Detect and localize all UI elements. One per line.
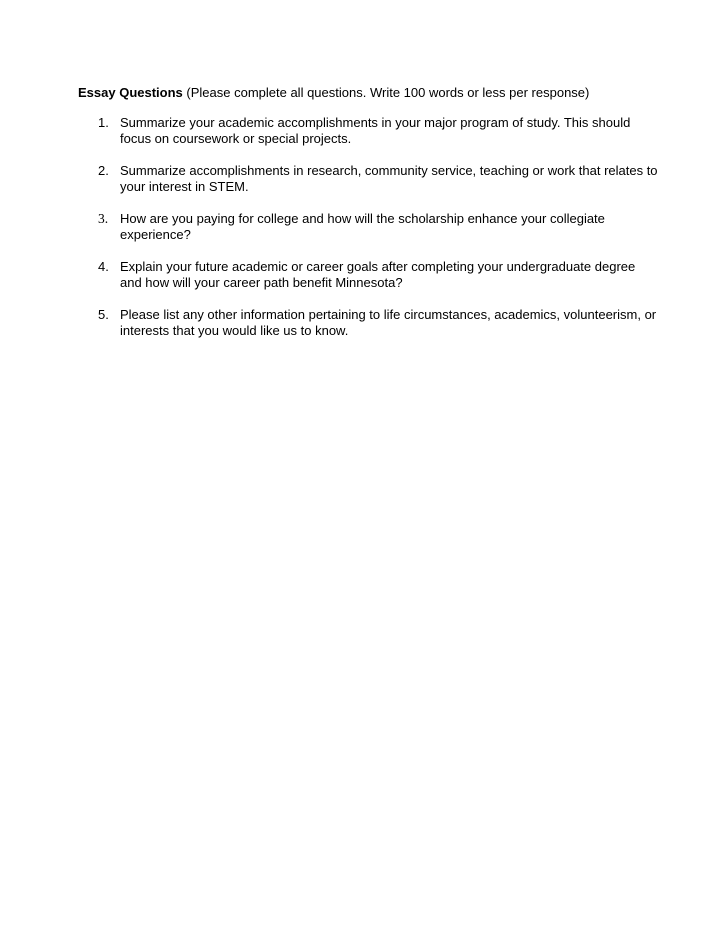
essay-question-5 bbox=[78, 307, 658, 339]
essay-question-list bbox=[78, 115, 658, 355]
question-text: Summarize accomplishments in research, community service, teaching or work that relates to your interest in STEM. bbox=[120, 163, 658, 194]
question-number: 1. bbox=[98, 115, 109, 130]
question-number: 3. bbox=[98, 211, 109, 226]
essay-question-3 bbox=[78, 211, 658, 243]
question-text: Explain your future academic or career goals after completing your undergraduate degree and how will your career path benefit Minnesota? bbox=[120, 259, 636, 290]
essay-question-1 bbox=[78, 115, 658, 147]
question-text: Please list any other information pertaining to life circumstances, academics, volunteerism, or interests that you would like us to know. bbox=[120, 307, 657, 338]
question-text: Summarize your academic accomplishments in your major program of study. This should focus on coursework or special projects. bbox=[120, 115, 631, 146]
essay-question-4 bbox=[78, 259, 658, 291]
question-number: 5. bbox=[98, 307, 109, 322]
question-number: 2. bbox=[98, 163, 109, 178]
essay-heading-title: Essay Questions bbox=[78, 85, 183, 100]
essay-heading-instructions: (Please complete all questions. Write 100 words or less per response) bbox=[186, 85, 590, 100]
question-number: 4. bbox=[98, 259, 109, 274]
essay-question-2 bbox=[78, 163, 658, 195]
question-text: How are you paying for college and how will the scholarship enhance your collegiate experience? bbox=[120, 211, 605, 242]
essay-heading bbox=[78, 85, 589, 101]
